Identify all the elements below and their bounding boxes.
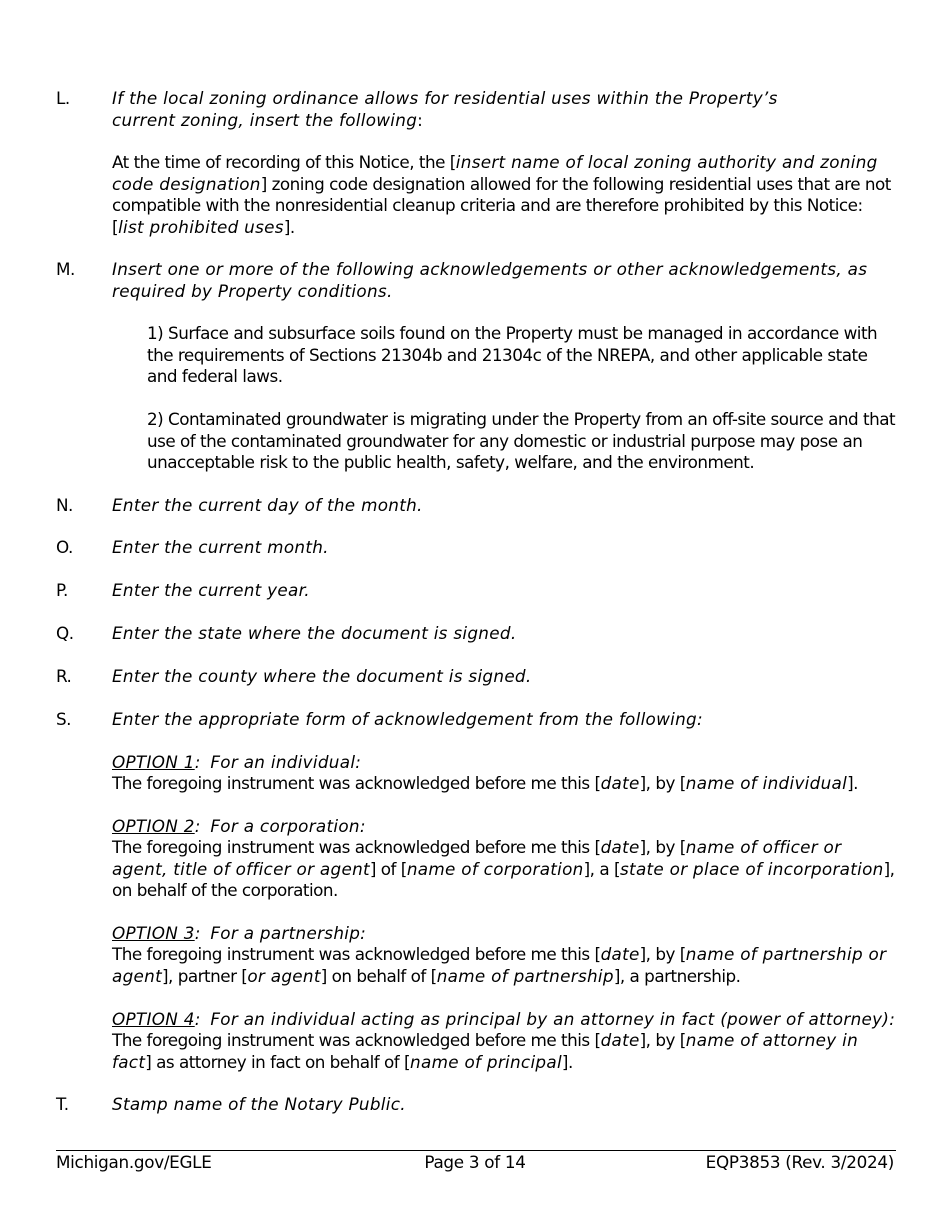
item-label: Q. <box>56 623 74 643</box>
option-body: The foregoing instrument was acknowledged before me this [date], by [name of partnership or agent], partner [or agent] on behalf of [name of partnership], a partnership. <box>112 944 887 986</box>
acknowledgement-2: 2) Contaminated groundwater is migrating under the Property from an off-site source and that use of the contaminated groundwater for any domestic or industrial purpose may pose an unacceptable risk to the public health, safety, welfare, and the environment. <box>147 409 896 472</box>
footer-form-number: EQP3853 (Rev. 3/2024) <box>705 1152 894 1172</box>
option-body: The foregoing instrument was acknowledged before me this [date], by [name of officer or agent, title of officer or agent] of [name of corporation], a [state or place of incorporation], on behalf of the corporation. <box>112 837 895 900</box>
option-heading: OPTION 2: For a corporation: <box>112 816 366 836</box>
item-label: N. <box>56 495 73 515</box>
option-heading: OPTION 1: For an individual: <box>112 752 362 772</box>
item-instruction: Stamp name of the Notary Public. <box>112 1094 406 1114</box>
item-instruction: Insert one or more of the following acknowledgements or other acknowledgements, as required by Property conditions. <box>112 259 868 301</box>
item-label: O. <box>56 537 73 557</box>
option-body: The foregoing instrument was acknowledged before me this [date], by [name of attorney in fact] as attorney in fact on behalf of [name of principal]. <box>112 1030 859 1072</box>
option-body: The foregoing instrument was acknowledged before me this [date], by [name of individual]. <box>112 773 858 793</box>
item-label: R. <box>56 666 72 686</box>
item-label: M. <box>56 259 75 279</box>
footer-page-number: Page 3 of 14 <box>424 1152 526 1172</box>
item-label: P. <box>56 580 68 600</box>
item-instruction: Enter the county where the document is signed. <box>112 666 532 686</box>
footer-divider <box>56 1150 896 1151</box>
item-instruction: Enter the current month. <box>112 537 329 557</box>
item-instruction: Enter the appropriate form of acknowledgement from the following: <box>112 709 703 729</box>
item-label: T. <box>56 1094 69 1114</box>
item-instruction: Enter the current day of the month. <box>112 495 423 515</box>
zoning-notice-text: At the time of recording of this Notice, the [insert name of local zoning authority and zoning code designation] zoning code designation allowed for the following residential uses that are not compatible with the nonresidential cleanup criteria and are therefore prohibited by this Notice: [list prohibited uses]. <box>112 152 891 237</box>
item-instruction: Enter the current year. <box>112 580 310 600</box>
item-label: L. <box>56 88 70 108</box>
option-heading: OPTION 4: For an individual acting as principal by an attorney in fact (power of attorney): <box>112 1009 896 1029</box>
item-instruction: Enter the state where the document is signed. <box>112 623 517 643</box>
item-instruction: If the local zoning ordinance allows for residential uses within the Property’s current zoning, insert the following: <box>112 88 778 130</box>
footer-website: Michigan.gov/EGLE <box>56 1152 212 1172</box>
item-label: S. <box>56 709 71 729</box>
acknowledgement-1: 1) Surface and subsurface soils found on the Property must be managed in accordance with the requirements of Sections 21304b and 21304c of the NREPA, and other applicable state and federal laws. <box>147 323 878 386</box>
option-heading: OPTION 3: For a partnership: <box>112 923 367 943</box>
